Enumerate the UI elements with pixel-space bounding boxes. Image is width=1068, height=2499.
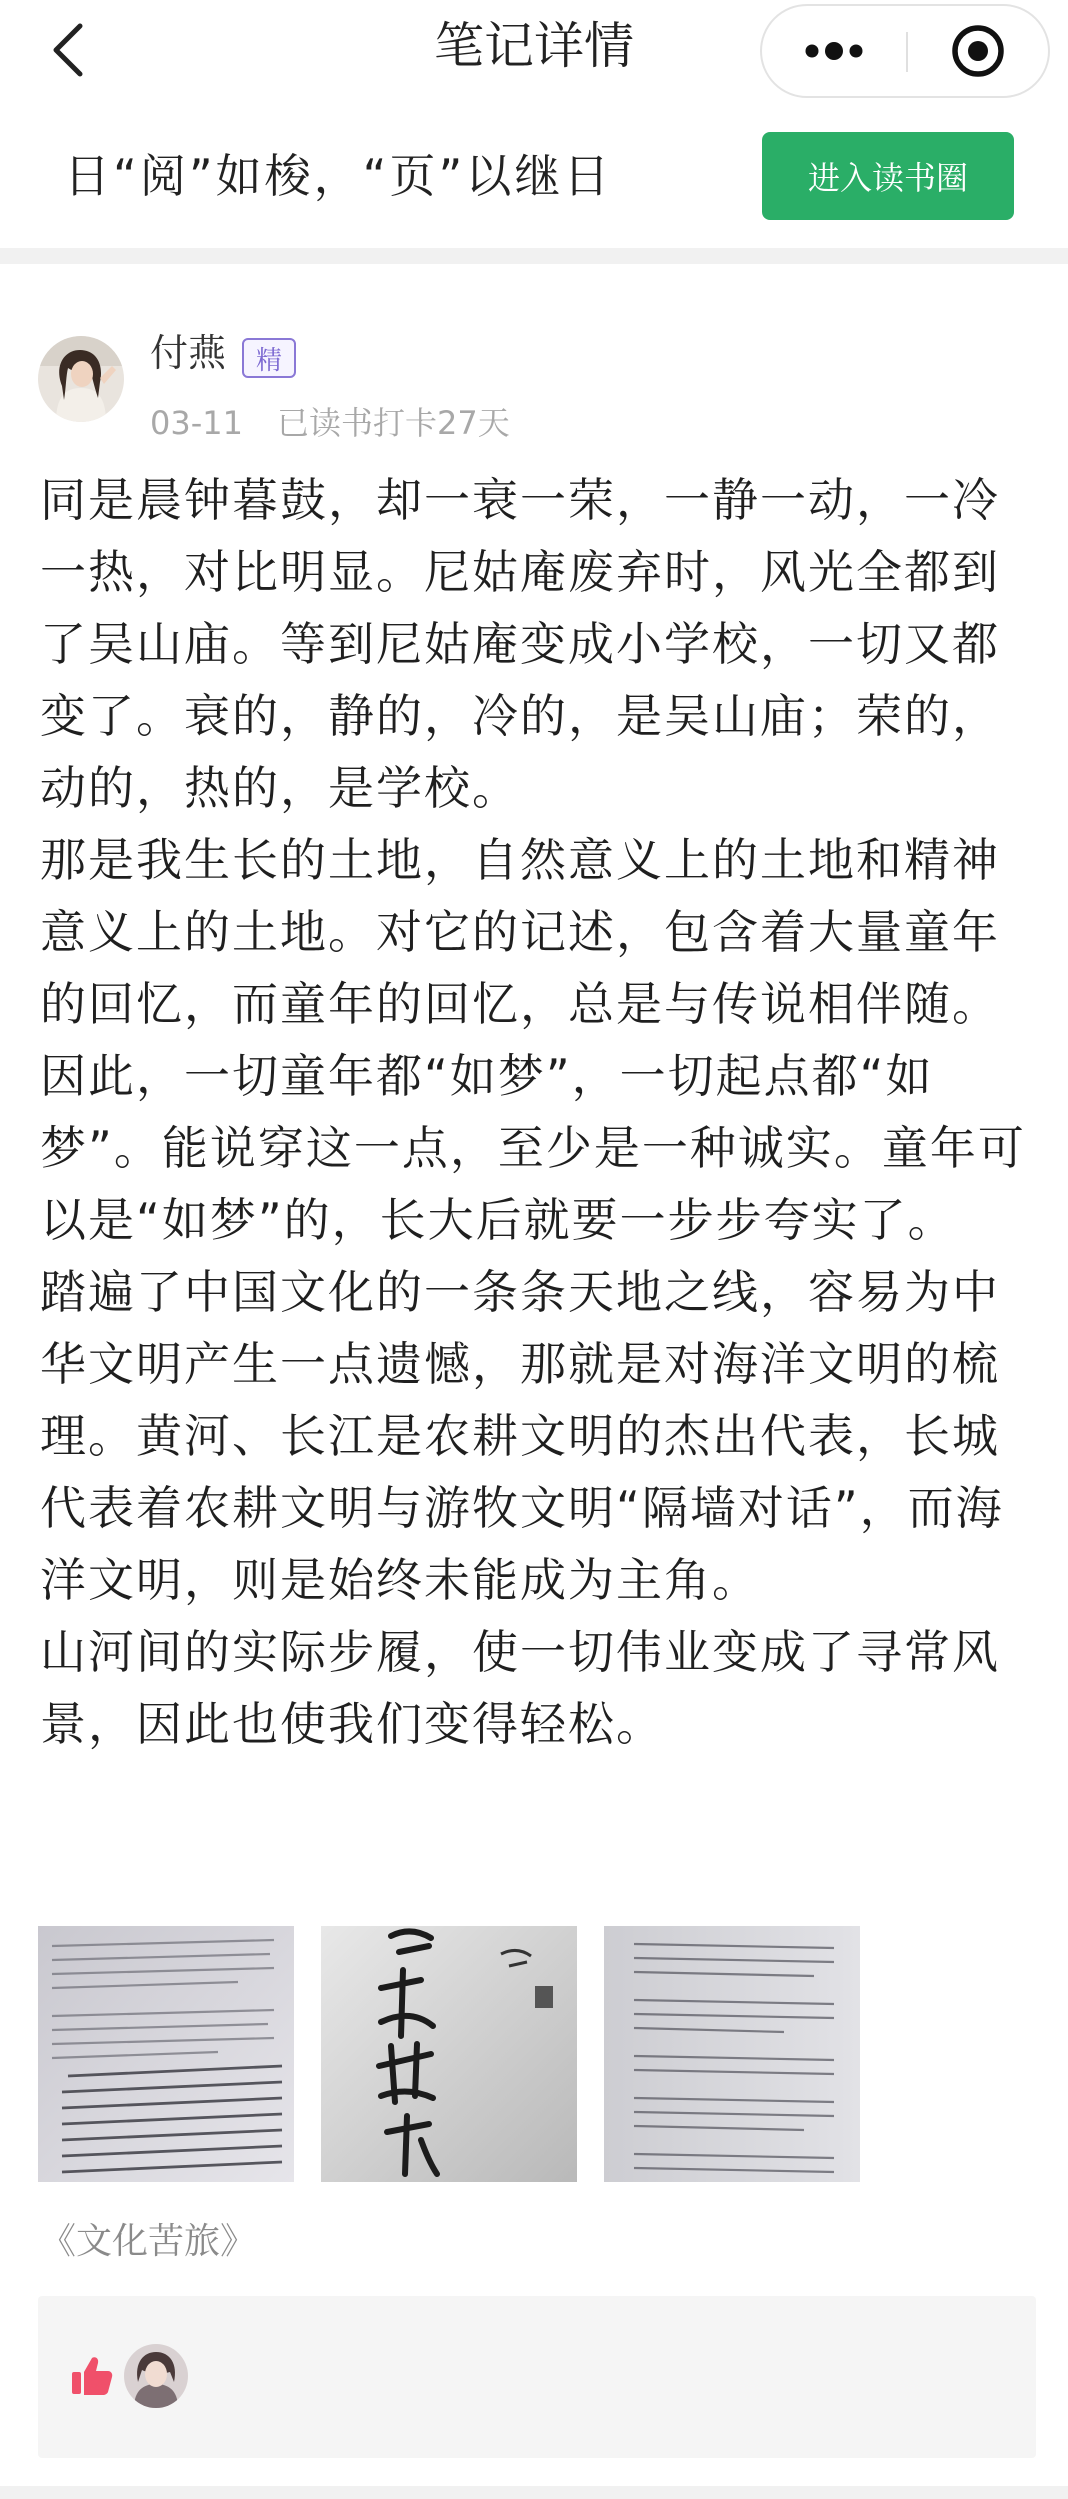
target-close-icon	[950, 23, 1006, 79]
thumbs-up-icon	[70, 2354, 114, 2398]
close-miniprogram-button[interactable]	[908, 6, 1048, 96]
note-date: 03-11	[150, 404, 243, 442]
likes-section	[38, 2296, 1036, 2458]
liker-avatar[interactable]	[124, 2344, 188, 2408]
note-paragraph: 踏遍了中国文化的一条条天地之线，容易为中华文明产生一点遗憾，那就是对海洋文明的梳理。黄河、长江是农耕文明的杰出代表，长城代表着农耕文明与游牧文明“隔墙对话”，而海洋文明，则是始终未能成为主角。	[40, 1265, 1004, 1607]
checkin-days: 已读书打卡27天	[276, 404, 510, 442]
photo-thumbnail[interactable]	[38, 1926, 294, 2182]
circle-name: 日“阅”如梭，“页”以继日	[64, 149, 613, 203]
author-avatar[interactable]	[38, 336, 124, 422]
book-tag[interactable]: 《文化苦旅》	[40, 2221, 257, 2262]
photo-thumbnail[interactable]	[321, 1926, 577, 2182]
note-content	[40, 464, 1040, 1760]
page-title: 笔记详情	[434, 17, 634, 75]
note-paragraph: 同是晨钟暮鼓，却一衰一荣，一静一动，一冷一热，对比明显。尼姑庵废弃时，风光全都到了吴山庙。等到尼姑庵变成小学校，一切又都变了。衰的，静的，冷的，是吴山庙；荣的，动的，热的，是学校。	[40, 473, 1000, 815]
book-page-photo	[38, 1926, 294, 2182]
note-meta	[150, 400, 510, 446]
note-paragraph: 山河间的实际步履，使一切伟业变成了寻常风景，因此也使我们变得轻松。	[40, 1625, 1000, 1751]
reading-circle-bar	[0, 108, 1068, 248]
book-page-photo	[604, 1926, 860, 2182]
photo-thumbnail[interactable]	[604, 1926, 860, 2182]
like-button[interactable]	[70, 2354, 114, 2398]
bottom-divider	[0, 2486, 1068, 2499]
top-navbar	[0, 0, 1068, 108]
author-name: 付燕	[150, 331, 227, 375]
note-photos	[38, 1926, 1038, 2182]
note-paragraph: 那是我生长的土地，自然意义上的土地和精神意义上的土地。对它的记述，包含着大量童年的回忆，而童年的回忆，总是与传说相伴随。因此，一切童年都“如梦”，一切起点都“如梦”。能说穿这一点，至少是一种诚实。童年可以是“如梦”的，长大后就要一步步夸实了。	[40, 833, 1026, 1247]
liker-avatar-image	[124, 2344, 188, 2408]
menu-capsule	[760, 4, 1050, 98]
section-divider	[0, 248, 1068, 264]
more-button[interactable]	[762, 6, 906, 96]
featured-badge: 精	[242, 338, 296, 378]
avatar-image	[38, 336, 124, 422]
enter-circle-button[interactable]: 进入读书圈	[762, 132, 1014, 220]
book-cover-photo	[321, 1926, 577, 2182]
more-dots-icon	[802, 41, 866, 61]
